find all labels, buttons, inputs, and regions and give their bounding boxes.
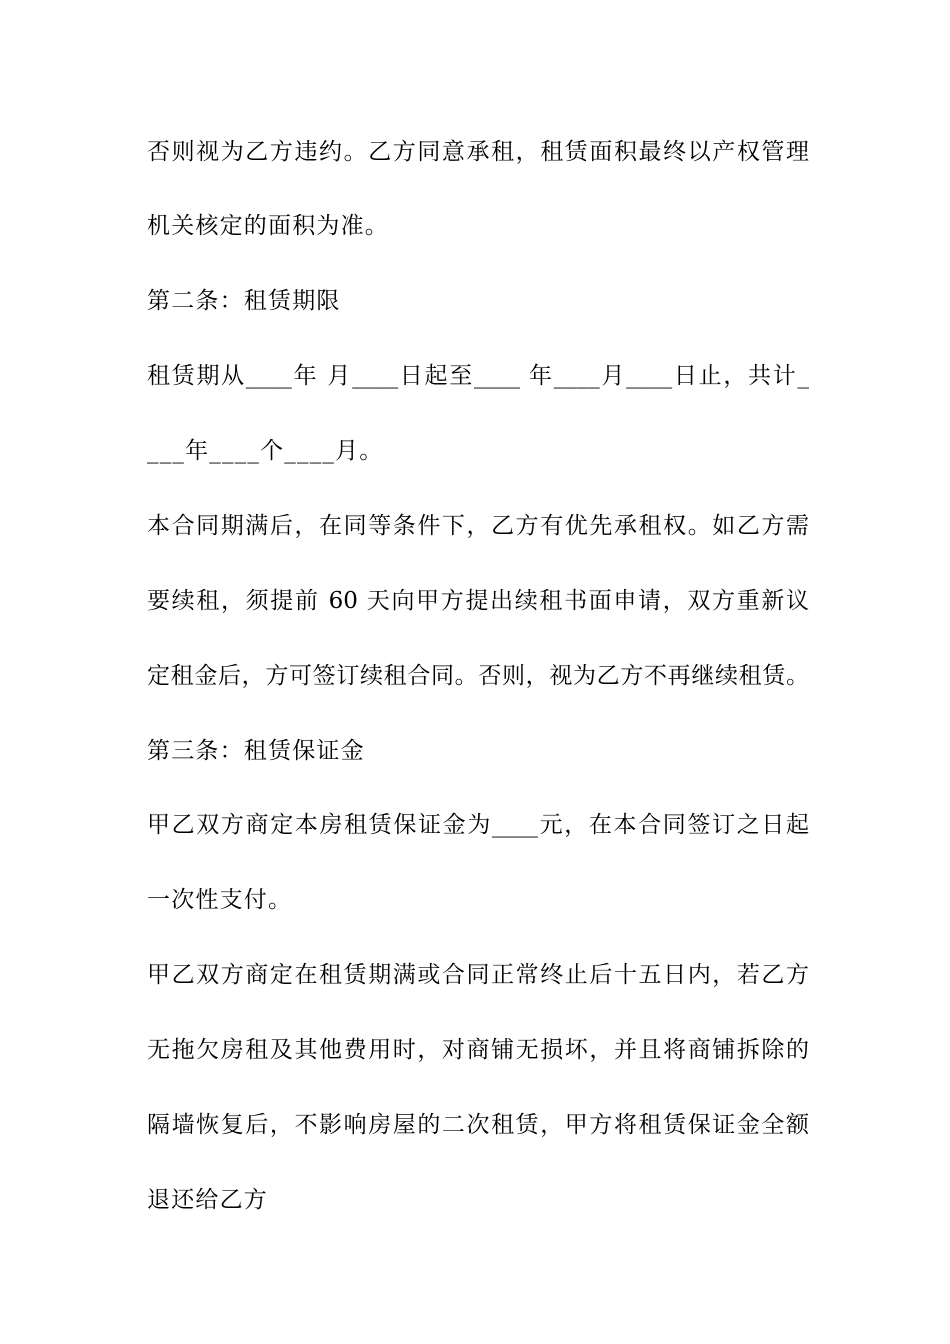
section-heading: 第三条：租赁保证金 (147, 738, 365, 764)
text-line: 要续租，须提前 60 天向甲方提出续租书面申请，双方重新议 (147, 588, 809, 614)
text-line: 一次性支付。 (147, 887, 293, 913)
text-line: 机关核定的面积为准。 (147, 213, 389, 239)
text-line: 否则视为乙方违约。乙方同意承租，租赁面积最终以产权管理 (147, 139, 809, 165)
text-line: 租赁期从____年 月____日起至____ 年____月____日止，共计_ (147, 363, 809, 389)
text-line: 退还给乙方 (147, 1187, 268, 1213)
section-heading: 第二条：租赁期限 (147, 288, 341, 314)
text-line: 无拖欠房租及其他费用时，对商铺无损坏，并且将商铺拆除的 (147, 1037, 809, 1063)
text-line: 甲乙双方商定本房租赁保证金为____元，在本合同签订之日起 (147, 812, 809, 838)
text-line: 本合同期满后，在同等条件下，乙方有优先承租权。如乙方需 (147, 513, 809, 539)
text-line: 隔墙恢复后，不影响房屋的二次租赁，甲方将租赁保证金全额 (147, 1112, 809, 1138)
text-line: 定租金后，方可签订续租合同。否则，视为乙方不再继续租赁。 (147, 663, 809, 689)
text-line: 甲乙双方商定在租赁期满或合同正常终止后十五日内，若乙方 (147, 962, 809, 988)
text-line: ___年____个____月。 (147, 438, 384, 464)
